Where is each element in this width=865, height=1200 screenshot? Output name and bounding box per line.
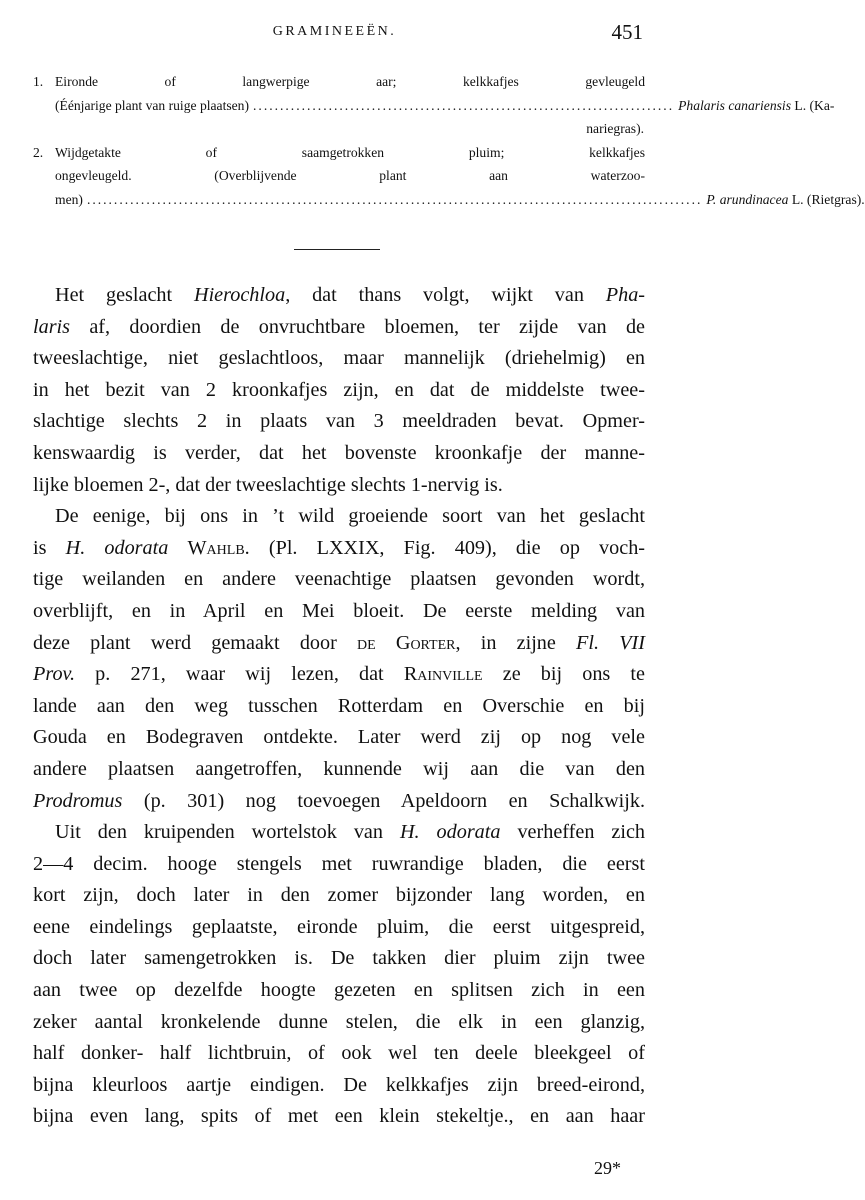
text-line: zeker aantal kronkelende dunne stelen, die elk in een glanzig, bbox=[33, 1010, 645, 1033]
text-line: doch later samengetrokken is. De takken dier pluim zijn twee bbox=[33, 947, 645, 970]
key-entry-line: Eironde of langwerpige aar; kelkkafjes gevleugeld bbox=[55, 74, 645, 89]
key-entry-lastline bbox=[55, 94, 835, 118]
text-line: kenswaardig is verder, dat het bovenste kroonkafje der manne- bbox=[33, 441, 645, 464]
species-author: L. (Ka- bbox=[794, 97, 835, 113]
text-line: half donker- half lichtbruin, of ook wel ten deele bleekgeel of bbox=[33, 1042, 645, 1065]
text-line: tige weilanden en andere veenachtige plaatsen gevonden wordt, bbox=[33, 568, 645, 591]
text-line: Uit den kruipenden wortelstok van H. odorata verheffen zich bbox=[55, 821, 645, 844]
text-line: deze plant werd gemaakt door de Gorter, in zijne Fl. VII bbox=[33, 631, 645, 654]
body-text bbox=[33, 280, 645, 1133]
key-entry-1 bbox=[33, 70, 835, 141]
section-divider bbox=[294, 249, 380, 250]
key-entry-lastline bbox=[55, 188, 865, 212]
text-line: Prov. p. 271, waar wij lezen, dat Rainville ze bij ons te bbox=[33, 663, 645, 686]
text-line: tweeslachtige, niet geslachtloos, maar mannelijk (driehelmig) en bbox=[33, 347, 645, 370]
text-line: andere plaatsen aangetroffen, kunnende wij aan die van den bbox=[33, 757, 645, 780]
text-line: slachtige slechts 2 in plaats van 3 meeldraden bevat. Opmer- bbox=[33, 410, 645, 433]
species-name: Phalaris canariensis bbox=[678, 97, 791, 113]
key-entry-result bbox=[706, 188, 864, 212]
key-entry-number: 2. bbox=[33, 144, 44, 160]
leader-dots: .................................................................................................................. bbox=[86, 191, 703, 207]
text-line: Het geslacht Hierochloa, dat thans volgt, wijkt van Pha- bbox=[55, 284, 646, 306]
header-title: GRAMINEEËN. bbox=[272, 24, 397, 39]
text-line: lijke bloemen 2-, dat der tweeslachtige slechts 1-nervig is. bbox=[33, 473, 503, 496]
text-line: is H. odorata Wahlb. (Pl. LXXIX, Fig. 409), die op voch- bbox=[33, 536, 646, 559]
text-line: laris af, doordien de onvruchtbare bloemen, ter zijde van de bbox=[33, 315, 645, 338]
text-line: Prodromus (p. 301) nog toevoegen Apeldoorn en Schalkwijk. bbox=[33, 789, 645, 812]
leader-dots: .............................................................................. bbox=[253, 97, 675, 113]
key-entry-2 bbox=[33, 141, 865, 212]
text-line: lande aan den weg tusschen Rotterdam en Overschie en bij bbox=[33, 694, 645, 717]
key-entry-number: 1. bbox=[33, 74, 44, 89]
key-entry-line: men) bbox=[55, 191, 83, 207]
identification-key bbox=[33, 70, 865, 211]
text-line: kort zijn, doch later in den zomer bijzonder lang worden, en bbox=[33, 884, 645, 907]
species-author: L. (Rietgras). bbox=[791, 191, 865, 207]
text-line: De eenige, bij ons in ’t wild groeiende soort van het geslacht bbox=[55, 505, 645, 528]
key-entry-line: (Éénjarige plant van ruige plaatsen) bbox=[55, 97, 250, 113]
text-line: Gouda en Bodegraven ontdekte. Later werd zij op nog vele bbox=[33, 726, 645, 749]
running-header bbox=[0, 20, 669, 50]
text-line: overblijft, en in April en Mei bloeit. De eerste melding van bbox=[33, 599, 645, 622]
key-entry-continuation: nariegras). bbox=[586, 121, 644, 136]
text-line: bijna kleurloos aartje eindigen. De kelkkafjes zijn breed-eirond, bbox=[33, 1073, 645, 1096]
key-entry-result bbox=[678, 94, 834, 118]
page-number: 451 bbox=[611, 20, 643, 44]
text-line: aan twee op dezelfde hoogte gezeten en splitsen zich in een bbox=[33, 979, 645, 1002]
signature-mark: 29* bbox=[594, 1158, 621, 1178]
text-line: in het bezit van 2 kroonkafjes zijn, en dat de middelste twee- bbox=[33, 378, 645, 401]
text-line: 2—4 decim. hooge stengels met ruwrandige bladen, die eerst bbox=[33, 852, 645, 875]
species-name: P. arundinacea bbox=[706, 191, 789, 207]
text-line: bijna even lang, spits of met een klein stekeltje., en aan haar bbox=[33, 1105, 645, 1128]
text-line: eene eindelings geplaatste, eironde pluim, die eerst uitgespreid, bbox=[33, 915, 645, 938]
key-entry-line: ongevleugeld. (Overblijvende plant aan waterzoo- bbox=[55, 168, 645, 183]
key-entry-line: Wijdgetakte of saamgetrokken pluim; kelkkafjes bbox=[55, 144, 645, 160]
